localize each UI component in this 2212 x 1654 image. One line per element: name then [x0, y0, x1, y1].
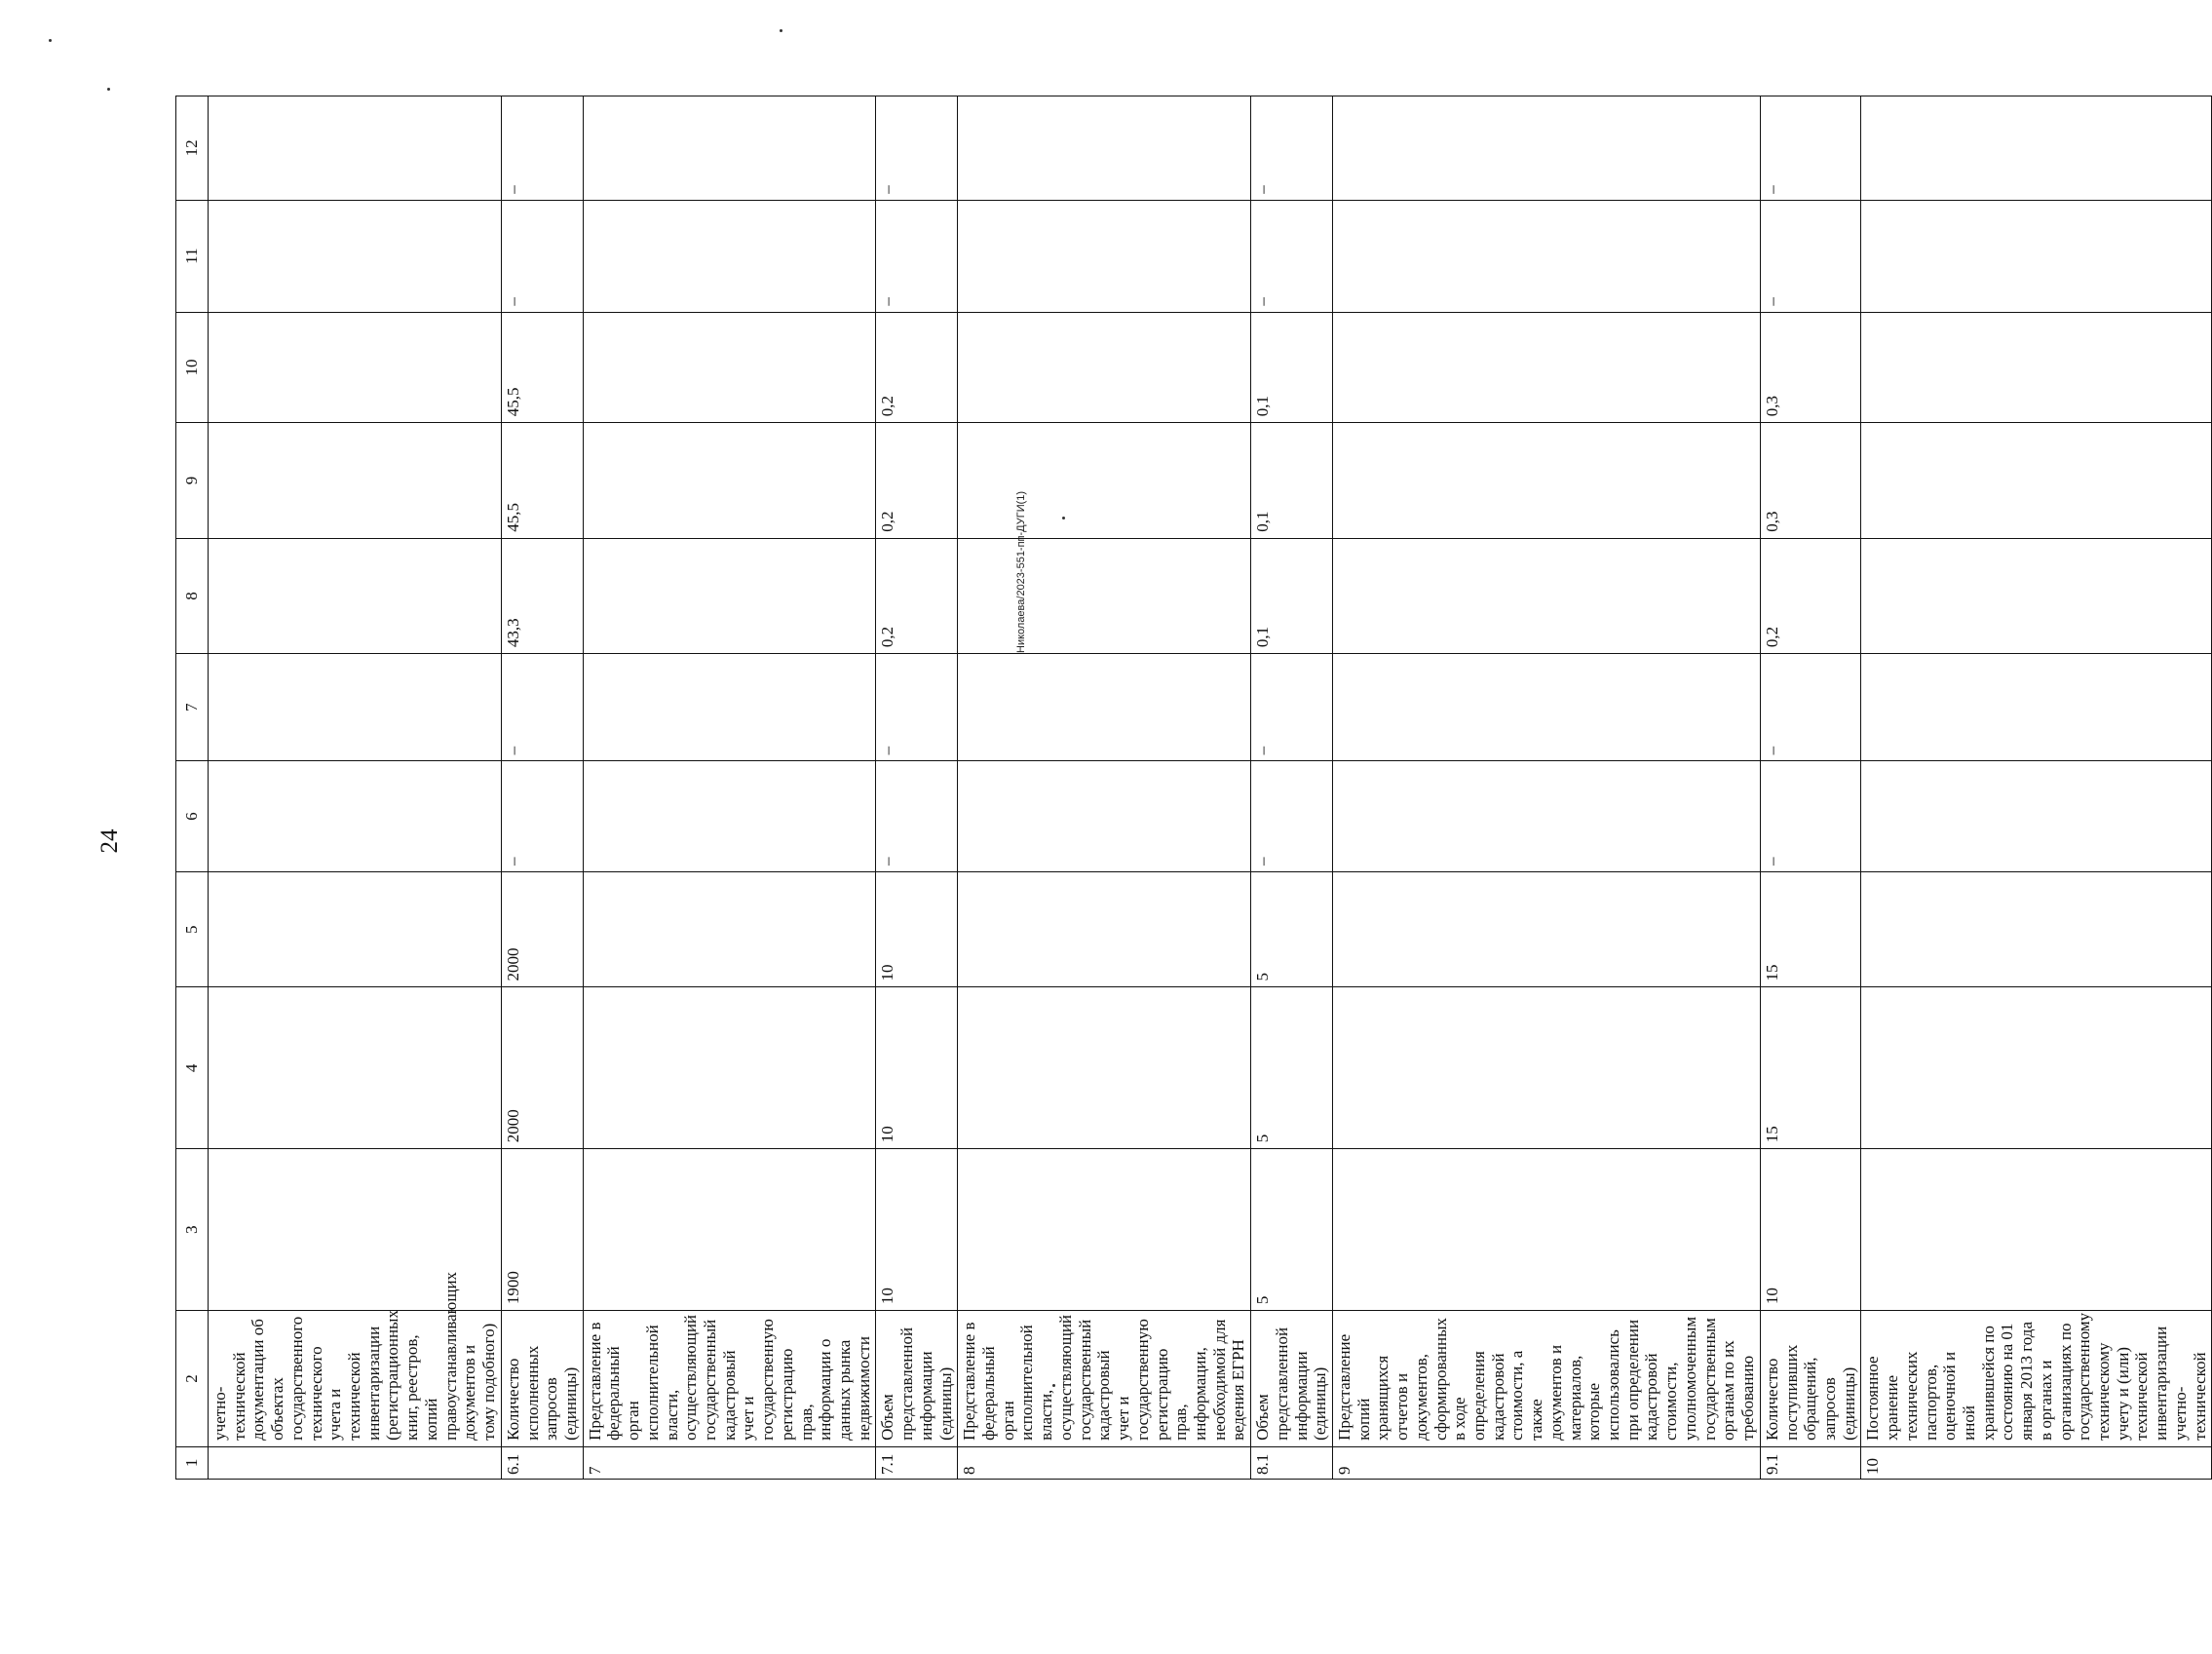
table-cell-col-9	[958, 423, 1251, 538]
table-cell-col-1: 6.1	[501, 1446, 583, 1479]
table-cell-col-12: –	[1760, 96, 1861, 201]
header-cell: 4	[176, 987, 209, 1149]
table-row	[1760, 96, 1861, 1480]
table-cell-col-9	[209, 423, 502, 538]
scan-speck	[1052, 1384, 1055, 1387]
table-cell-col-1: 9.1	[1760, 1446, 1861, 1479]
table-cell-col-9: 0,1	[1251, 423, 1333, 538]
table-cell-col-3: 10	[876, 1149, 958, 1311]
table-cell-col-5: 5	[1251, 872, 1333, 987]
table-cell-col-10	[583, 312, 876, 423]
table-cell-col-1: 7.1	[876, 1446, 958, 1479]
table-cell-col-1: 8.1	[1251, 1446, 1333, 1479]
table-cell-col-2: Количество поступивших обращений, запросов (единицы)	[1760, 1311, 1861, 1447]
table-cell-col-2: Объем представленной информации (единицы)	[1251, 1311, 1333, 1447]
table-cell-col-6: –	[1251, 761, 1333, 872]
table-cell-col-5: 10	[876, 872, 958, 987]
table-cell-col-6	[1861, 761, 2212, 872]
table-cell-col-7	[1332, 654, 1760, 761]
header-cell: 1	[176, 1446, 209, 1479]
table-cell-col-6: –	[876, 761, 958, 872]
table-cell-col-7: –	[1760, 654, 1861, 761]
table-cell-col-9: 0,2	[876, 423, 958, 538]
table-cell-col-1	[209, 1446, 502, 1479]
header-cell: 3	[176, 1149, 209, 1311]
table-cell-col-10	[1861, 312, 2212, 423]
table-row	[501, 96, 583, 1480]
table-cell-col-10	[1332, 312, 1760, 423]
table-cell-col-1: 9	[1332, 1446, 1760, 1479]
table-cell-col-8: 0,1	[1251, 538, 1333, 653]
scan-speck	[49, 39, 52, 42]
table-cell-col-3: 5	[1251, 1149, 1333, 1311]
table-cell-col-1: 7	[583, 1446, 876, 1479]
table-cell-col-2: Количество исполненных запросов (единицы)	[501, 1311, 583, 1447]
document-id: Николаева/2023-551-пп-ДУГИ(1)	[1015, 490, 1027, 653]
page-number: 24	[96, 828, 123, 854]
table-cell-col-7: –	[1251, 654, 1333, 761]
table-row	[1861, 96, 2212, 1480]
scan-speck	[107, 88, 110, 91]
table-cell-col-11	[583, 200, 876, 312]
table-cell-col-3: 1900	[501, 1149, 583, 1311]
table-cell-col-12	[1332, 96, 1760, 201]
indicators-table	[175, 96, 2212, 1480]
table-cell-col-7: –	[876, 654, 958, 761]
table-cell-col-7: –	[501, 654, 583, 761]
scan-speck	[1062, 517, 1065, 519]
table-cell-col-9	[583, 423, 876, 538]
table-cell-col-2: Представление в федеральный орган исполнительной власти, осуществляющий государственный кадастровый учет и государственную регистрацию прав, информации о данных рынка недвижимости	[583, 1311, 876, 1447]
table-cell-col-2: Представление в федеральный орган исполнительной власти, осуществляющий государственный кадастровый учет и государственную регистрацию прав, информации, необходимой для ведения ЕГРН	[958, 1311, 1251, 1447]
table-cell-col-10	[958, 312, 1251, 423]
table-row	[876, 96, 958, 1480]
table-cell-col-10: 45,5	[501, 312, 583, 423]
table-cell-col-5: 2000	[501, 872, 583, 987]
table-cell-col-8	[1332, 538, 1760, 653]
table-cell-col-11	[1332, 200, 1760, 312]
table-cell-col-9	[1861, 423, 2212, 538]
table-cell-col-8	[1861, 538, 2212, 653]
table-cell-col-5	[958, 872, 1251, 987]
table-cell-col-10: 0,2	[876, 312, 958, 423]
table-cell-col-7	[1861, 654, 2212, 761]
table-cell-col-11: –	[1760, 200, 1861, 312]
table-cell-col-8: 43,3	[501, 538, 583, 653]
table-cell-col-6: –	[1760, 761, 1861, 872]
table-cell-col-4	[958, 987, 1251, 1149]
table-cell-col-12	[1861, 96, 2212, 201]
table-cell-col-9: 0,3	[1760, 423, 1861, 538]
table-cell-col-11: –	[1251, 200, 1333, 312]
table-cell-col-6	[209, 761, 502, 872]
table-cell-col-8	[958, 538, 1251, 653]
header-cell: 10	[176, 312, 209, 423]
scan-speck	[780, 29, 782, 32]
table-cell-col-6	[1332, 761, 1760, 872]
table-row	[1332, 96, 1760, 1480]
table-cell-col-4	[1861, 987, 2212, 1149]
table-cell-col-11: –	[501, 200, 583, 312]
table-cell-col-3	[1332, 1149, 1760, 1311]
table-cell-col-2: Постоянное хранение технических паспортов, оценочной и иной хранившейся по состоянию на 01 января 2013 года в органах и организациях по государственному техническому учету и (или) технической инвентаризации учетно-технической	[1861, 1311, 2212, 1447]
table-cell-col-12	[209, 96, 502, 201]
table-cell-col-5	[583, 872, 876, 987]
table-cell-col-4: 2000	[501, 987, 583, 1149]
header-cell: 2	[176, 1311, 209, 1447]
table-row	[583, 96, 876, 1480]
table-cell-col-5	[209, 872, 502, 987]
table-cell-col-12	[583, 96, 876, 201]
table-cell-col-3: 10	[1760, 1149, 1861, 1311]
table-cell-col-4	[1332, 987, 1760, 1149]
table-cell-col-4	[209, 987, 502, 1149]
table-cell-col-7	[209, 654, 502, 761]
table-cell-col-6: –	[501, 761, 583, 872]
table-cell-col-4: 15	[1760, 987, 1861, 1149]
table-row	[958, 96, 1251, 1480]
table-cell-col-2: Объем представленной информации (единицы)	[876, 1311, 958, 1447]
table-header-row	[176, 96, 209, 1480]
table-cell-col-10: 0,3	[1760, 312, 1861, 423]
table-cell-col-9	[1332, 423, 1760, 538]
table-cell-col-11: –	[876, 200, 958, 312]
table-cell-col-11	[1861, 200, 2212, 312]
table-cell-col-9: 45,5	[501, 423, 583, 538]
table-cell-col-2: Представление копий хранящихся отчетов и документов, сформированных в ходе определения кадастровой стоимости, а также документов и материалов, которые использовались при определении кадастровой стоимости, уполномоченным государственным органам по их требованию	[1332, 1311, 1760, 1447]
table-cell-col-7	[958, 654, 1251, 761]
table-body	[209, 96, 2212, 1480]
table-cell-col-3	[958, 1149, 1251, 1311]
table-cell-col-12: –	[501, 96, 583, 201]
table-cell-col-6	[583, 761, 876, 872]
table-cell-col-10: 0,1	[1251, 312, 1333, 423]
table-container	[175, 96, 2209, 1480]
table-cell-col-7	[583, 654, 876, 761]
table-cell-col-1: 10	[1861, 1446, 2212, 1479]
table-cell-col-8: 0,2	[1760, 538, 1861, 653]
table-cell-col-3	[1861, 1149, 2212, 1311]
table-cell-col-11	[209, 200, 502, 312]
table-cell-col-5	[1332, 872, 1760, 987]
table-row	[1251, 96, 1333, 1480]
table-cell-col-12: –	[1251, 96, 1333, 201]
header-cell: 12	[176, 96, 209, 201]
table-cell-col-8	[583, 538, 876, 653]
table-cell-col-4: 5	[1251, 987, 1333, 1149]
table-cell-col-10	[209, 312, 502, 423]
header-cell: 6	[176, 761, 209, 872]
table-cell-col-1: 8	[958, 1446, 1251, 1479]
table-cell-col-5: 15	[1760, 872, 1861, 987]
table-cell-col-2: учетно-технической документации об объектах государственного технического учета и технической инвентаризации (регистрационных книг, реестров, копий правоустанавливающих документов и тому подобного)	[209, 1311, 502, 1447]
table-cell-col-3	[583, 1149, 876, 1311]
table-cell-col-12	[958, 96, 1251, 201]
header-cell: 5	[176, 872, 209, 987]
header-cell: 7	[176, 654, 209, 761]
header-cell: 11	[176, 200, 209, 312]
header-cell: 8	[176, 538, 209, 653]
table-cell-col-8: 0,2	[876, 538, 958, 653]
header-cell: 9	[176, 423, 209, 538]
table-cell-col-4: 10	[876, 987, 958, 1149]
table-cell-col-8	[209, 538, 502, 653]
table-cell-col-5	[1861, 872, 2212, 987]
table-cell-col-4	[583, 987, 876, 1149]
table-cell-col-12: –	[876, 96, 958, 201]
table-cell-col-6	[958, 761, 1251, 872]
table-cell-col-11	[958, 200, 1251, 312]
table-row	[209, 96, 502, 1480]
